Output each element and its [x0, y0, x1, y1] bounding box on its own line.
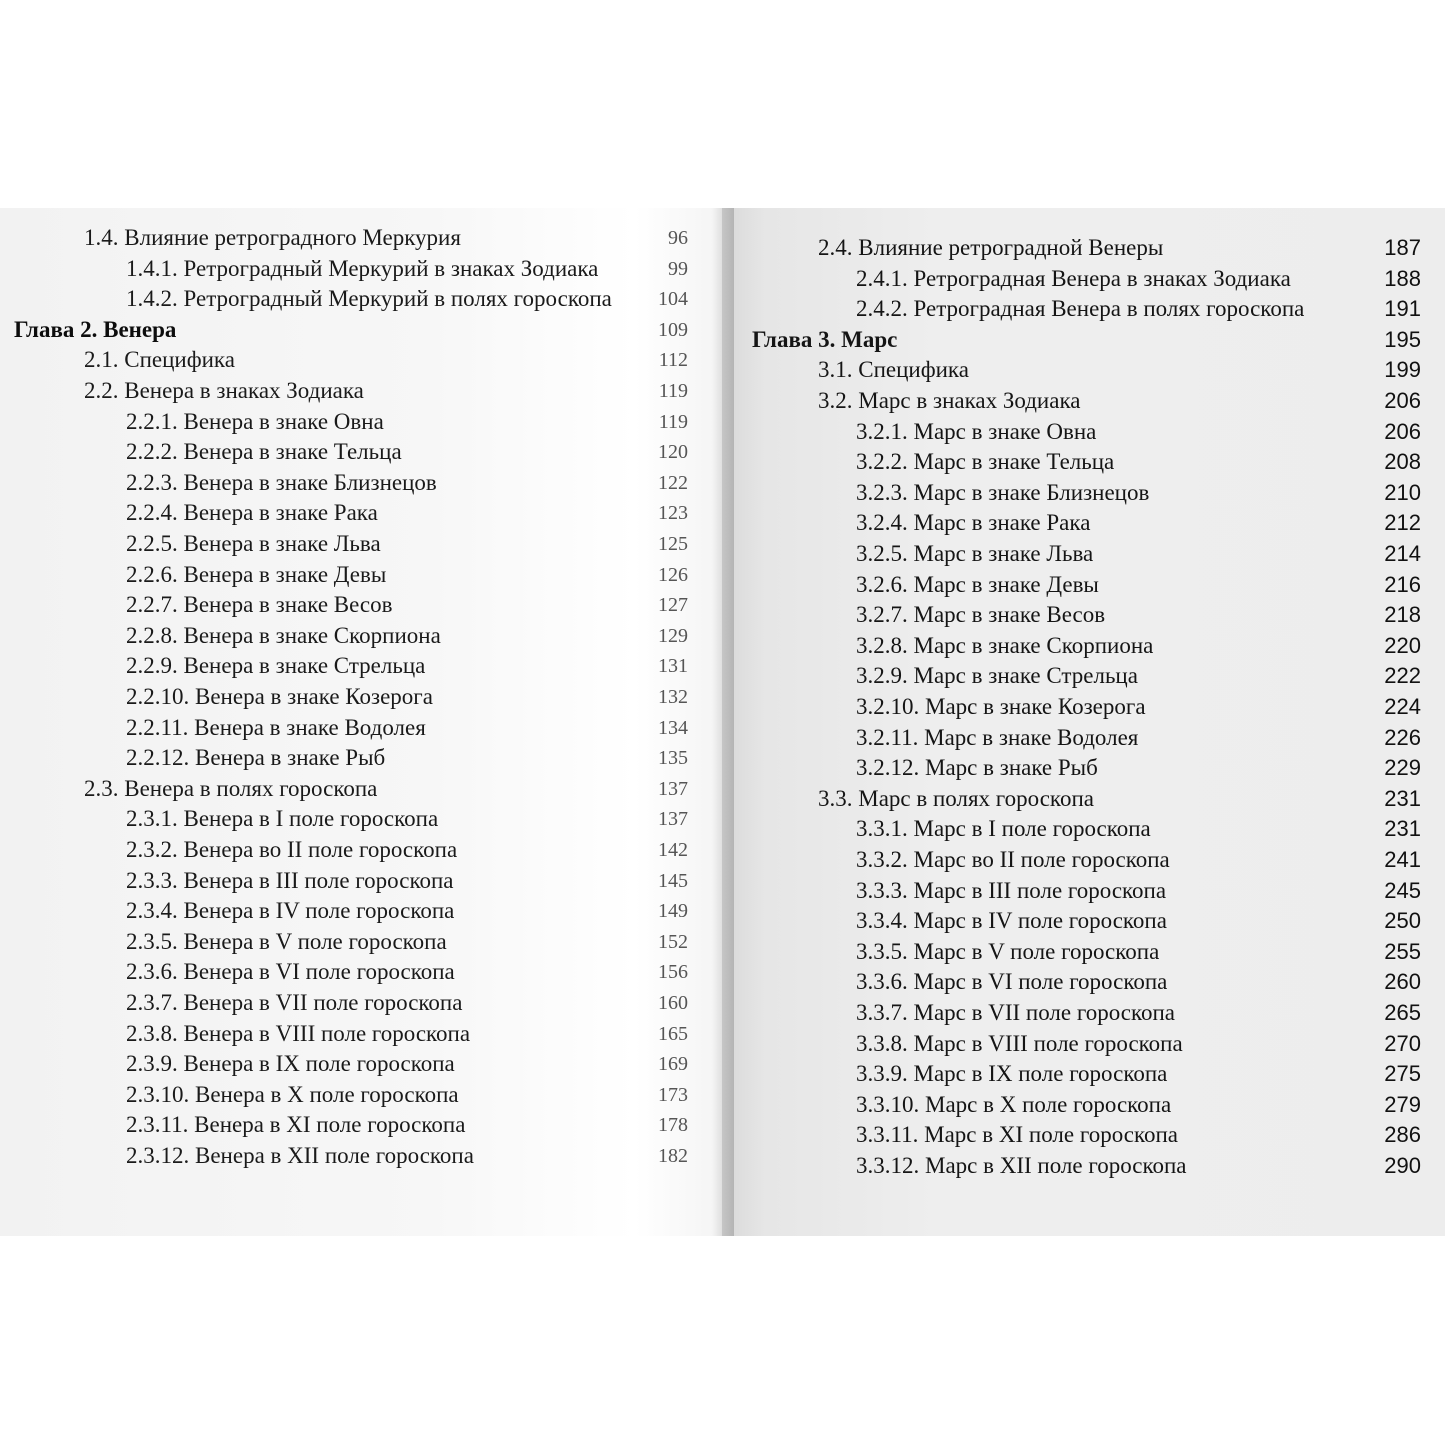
toc-entry-page-number: 145	[658, 869, 688, 892]
toc-entry-page-number: 255	[1384, 938, 1421, 964]
toc-entry	[722, 693, 1445, 724]
toc-entry-page-number: 279	[1384, 1091, 1421, 1117]
toc-entry	[0, 897, 722, 928]
toc-entry	[0, 224, 722, 255]
toc-entry-title: 2.3.6. Венера в VI поле гороскопа	[126, 959, 455, 985]
toc-entry-page-number: 126	[658, 563, 688, 586]
toc-entry	[0, 805, 722, 836]
left-toc-list	[0, 208, 722, 1236]
toc-chapter-entry	[0, 316, 722, 347]
toc-entry-title: 2.1. Специфика	[84, 347, 235, 373]
toc-entry-title: 2.2.6. Венера в знаке Девы	[126, 561, 387, 587]
toc-entry	[722, 601, 1445, 632]
toc-entry	[722, 785, 1445, 816]
toc-entry	[0, 867, 722, 898]
toc-entry-title: 3.3.1. Марс в I поле гороскопа	[856, 816, 1151, 842]
toc-entry-page-number: 152	[658, 930, 688, 953]
toc-entry-page-number: 119	[658, 380, 688, 402]
toc-entry-page-number: 222	[1384, 663, 1421, 689]
toc-entry-title: 2.2.1. Венера в знаке Овна	[126, 408, 384, 434]
toc-entry	[0, 469, 722, 500]
toc-entry-title: 2.3. Венера в полях гороскопа	[84, 775, 378, 801]
toc-entry-title: 3.2.8. Марс в знаке Скорпиона	[856, 632, 1154, 658]
toc-entry-title: 3.2.3. Марс в знаке Близнецов	[856, 479, 1150, 505]
toc-entry	[722, 815, 1445, 846]
toc-entry	[722, 295, 1445, 326]
toc-entry-title: 3.2. Марс в знаках Зодиака	[818, 388, 1081, 413]
toc-entry	[722, 265, 1445, 296]
toc-entry-page-number: 173	[658, 1083, 688, 1106]
toc-entry	[722, 907, 1445, 938]
toc-entry	[722, 479, 1445, 510]
toc-entry-title: 2.3.12. Венера в XII поле гороскопа	[126, 1143, 474, 1168]
toc-entry-page-number: 135	[658, 747, 688, 770]
toc-entry-page-number: 212	[1384, 510, 1421, 536]
toc-entry-title: 2.4.1. Ретроградная Венера в знаках Зодиака	[856, 265, 1291, 291]
toc-entry-title: 3.3.9. Марс в IX поле гороскопа	[856, 1061, 1168, 1087]
toc-entry-page-number: 123	[658, 502, 688, 525]
toc-entry-title: 2.3.3. Венера в III поле гороскопа	[126, 867, 454, 893]
toc-entry-title: 2.2.11. Венера в знаке Водолея	[126, 714, 426, 740]
toc-entry-title: 3.3.8. Марс в VIII поле гороскопа	[856, 1030, 1183, 1056]
toc-entry	[0, 775, 722, 806]
toc-entry-title: 1.4.2. Ретроградный Меркурий в полях гороскопа	[126, 286, 612, 312]
toc-entry-page-number: 125	[658, 533, 688, 555]
toc-entry-title: 2.2.5. Венера в знаке Льва	[126, 531, 381, 556]
toc-entry-page-number: 191	[1384, 296, 1421, 322]
toc-entry	[722, 571, 1445, 602]
toc-entry-title: 2.4.2. Ретроградная Венера в полях гороскопа	[856, 296, 1305, 322]
toc-entry-title: 1.4.1. Ретроградный Меркурий в знаках Зодиака	[126, 255, 599, 281]
toc-entry-page-number: 109	[658, 318, 688, 341]
toc-entry-title: 2.2.2. Венера в знаке Тельца	[126, 439, 402, 465]
toc-entry-title: 3.2.10. Марс в знаке Козерога	[856, 694, 1146, 719]
toc-entry-page-number: 226	[1384, 724, 1421, 750]
toc-entry-title: 2.3.10. Венера в X поле гороскопа	[126, 1081, 459, 1107]
toc-entry-page-number: 195	[1384, 326, 1421, 352]
toc-entry	[722, 1091, 1445, 1122]
toc-entry-page-number: 286	[1384, 1122, 1421, 1148]
toc-entry-page-number: 149	[658, 900, 688, 923]
toc-entry-title: 3.3.12. Марс в XII поле гороскопа	[856, 1153, 1187, 1178]
toc-entry-page-number: 231	[1384, 785, 1421, 811]
toc-entry-title: 3.3.3. Марс в III поле гороскопа	[856, 877, 1167, 903]
toc-entry	[0, 683, 722, 714]
toc-entry	[722, 999, 1445, 1030]
toc-entry-page-number: 210	[1384, 479, 1421, 505]
toc-entry-title: 2.2.7. Венера в знаке Весов	[126, 592, 393, 618]
toc-entry-page-number: 218	[1384, 602, 1421, 628]
toc-entry	[0, 1050, 722, 1081]
toc-entry-title: 2.3.1. Венера в I поле гороскопа	[126, 806, 439, 832]
toc-entry-page-number: 245	[1384, 877, 1421, 903]
toc-entry	[0, 346, 722, 377]
toc-entry-page-number: 199	[1384, 357, 1421, 383]
toc-entry-title: 3.3.10. Марс в X поле гороскопа	[856, 1091, 1172, 1117]
toc-entry-page-number: 265	[1384, 1000, 1421, 1025]
toc-entry	[722, 877, 1445, 908]
toc-entry	[0, 591, 722, 622]
toc-entry-page-number: 127	[658, 594, 688, 617]
toc-entry-page-number: 208	[1384, 449, 1421, 475]
toc-entry-page-number: 142	[658, 839, 688, 861]
toc-entry-title: 3.3.2. Марс во II поле гороскопа	[856, 847, 1170, 872]
toc-entry-page-number: 134	[658, 716, 688, 739]
toc-entry-page-number: 156	[658, 961, 688, 984]
toc-entry	[0, 1020, 722, 1051]
toc-entry-title: 3.2.7. Марс в знаке Весов	[856, 602, 1106, 628]
toc-entry-page-number: 120	[658, 441, 688, 464]
toc-entry-title: 2.3.2. Венера во II поле гороскопа	[126, 837, 458, 862]
toc-entry	[722, 938, 1445, 969]
toc-entry	[722, 1030, 1445, 1061]
toc-entry-title: 3.2.6. Марс в знаке Девы	[856, 571, 1099, 597]
toc-entry	[0, 958, 722, 989]
toc-entry-title: 2.3.4. Венера в IV поле гороскопа	[126, 898, 455, 924]
toc-entry	[722, 540, 1445, 571]
toc-entry	[722, 724, 1445, 755]
toc-entry	[0, 377, 722, 408]
toc-entry-title: 3.2.1. Марс в знаке Овна	[856, 418, 1097, 444]
toc-entry-title: 2.2.9. Венера в знаке Стрельца	[126, 653, 426, 679]
toc-entry	[0, 499, 722, 530]
toc-entry-page-number: 275	[1384, 1061, 1421, 1087]
toc-entry	[722, 418, 1445, 449]
toc-entry-title: 2.2.4. Венера в знаке Рака	[126, 500, 378, 526]
toc-entry-page-number: 112	[658, 349, 688, 372]
toc-entry-page-number: 206	[1384, 388, 1421, 413]
toc-entry	[0, 714, 722, 745]
left-page	[0, 208, 722, 1236]
toc-entry-title: 3.2.4. Марс в знаке Рака	[856, 510, 1091, 536]
toc-entry-page-number: 137	[658, 777, 688, 800]
toc-entry-title: Глава 2. Венера	[14, 316, 177, 342]
toc-entry-page-number: 182	[658, 1145, 688, 1167]
toc-entry-title: 2.4. Влияние ретроградной Венеры	[818, 235, 1164, 260]
toc-entry-page-number: 214	[1384, 541, 1421, 566]
toc-entry-title: Глава 3. Марс	[752, 326, 898, 352]
toc-entry-title: 2.3.9. Венера в IX поле гороскопа	[126, 1051, 455, 1077]
toc-entry-page-number: 160	[658, 992, 688, 1014]
toc-entry	[722, 509, 1445, 540]
toc-entry-title: 3.1. Специфика	[818, 357, 969, 383]
toc-entry-page-number: 129	[658, 624, 688, 647]
toc-entry	[0, 928, 722, 959]
toc-entry-page-number: 290	[1384, 1153, 1421, 1178]
toc-entry	[0, 561, 722, 592]
toc-entry-page-number: 250	[1384, 908, 1421, 934]
toc-entry-title: 2.2. Венера в знаках Зодиака	[84, 378, 364, 403]
toc-entry-title: 2.2.8. Венера в знаке Скорпиона	[126, 622, 441, 648]
toc-entry	[722, 662, 1445, 693]
toc-entry-title: 2.2.3. Венера в знаке Близнецов	[126, 469, 437, 495]
toc-entry-title: 2.2.12. Венера в знаке Рыб	[126, 745, 386, 771]
toc-entry-page-number: 99	[668, 257, 688, 280]
toc-entry-page-number: 137	[658, 808, 688, 831]
toc-entry	[0, 836, 722, 867]
toc-entry-page-number: 122	[658, 471, 688, 494]
toc-entry-page-number: 96	[668, 227, 688, 249]
toc-entry	[722, 234, 1445, 265]
toc-entry-title: 2.3.7. Венера в VII поле гороскопа	[126, 990, 463, 1015]
toc-entry-title: 3.2.12. Марс в знаке Рыб	[856, 755, 1098, 781]
toc-entry-title: 3.3.5. Марс в V поле гороскопа	[856, 938, 1160, 964]
toc-entry-page-number: 220	[1384, 632, 1421, 658]
toc-entry-page-number: 231	[1384, 816, 1421, 842]
toc-entry-title: 3.2.5. Марс в знаке Льва	[856, 541, 1094, 566]
toc-entry	[0, 438, 722, 469]
toc-entry	[0, 255, 722, 286]
toc-entry-page-number: 206	[1384, 418, 1421, 444]
toc-entry-title: 2.3.8. Венера в VIII поле гороскопа	[126, 1020, 471, 1046]
toc-entry-page-number: 178	[658, 1114, 688, 1137]
toc-entry	[0, 744, 722, 775]
toc-entry	[722, 632, 1445, 663]
toc-entry-title: 2.2.10. Венера в знаке Козерога	[126, 684, 433, 709]
toc-entry	[722, 356, 1445, 387]
toc-entry-page-number: 132	[658, 686, 688, 708]
toc-entry	[722, 846, 1445, 877]
toc-entry-page-number: 119	[658, 410, 688, 433]
toc-entry-page-number: 188	[1384, 265, 1421, 291]
toc-entry	[0, 408, 722, 439]
toc-entry	[722, 754, 1445, 785]
toc-entry-title: 2.3.11. Венера в XI поле гороскопа	[126, 1112, 466, 1138]
toc-entry	[0, 1081, 722, 1112]
toc-entry-title: 3.3.4. Марс в IV поле гороскопа	[856, 908, 1167, 934]
toc-entry	[0, 1142, 722, 1173]
toc-entry-page-number: 165	[658, 1022, 688, 1045]
toc-entry	[0, 989, 722, 1020]
toc-entry-page-number: 131	[658, 655, 688, 678]
toc-entry-page-number: 241	[1384, 847, 1421, 872]
toc-entry-title: 3.3.11. Марс в XI поле гороскопа	[856, 1122, 1178, 1148]
toc-entry	[0, 285, 722, 316]
toc-entry-page-number: 229	[1384, 755, 1421, 781]
toc-entry-page-number: 187	[1384, 235, 1421, 260]
book-spread	[0, 208, 1445, 1236]
toc-entry	[0, 622, 722, 653]
toc-entry	[0, 652, 722, 683]
toc-chapter-entry	[722, 326, 1445, 357]
toc-entry-page-number: 270	[1384, 1030, 1421, 1056]
toc-entry-title: 3.3.7. Марс в VII поле гороскопа	[856, 1000, 1176, 1025]
right-toc-list	[722, 208, 1445, 1236]
toc-entry	[722, 387, 1445, 418]
toc-entry-page-number: 260	[1384, 969, 1421, 995]
toc-entry-title: 3.3.6. Марс в VI поле гороскопа	[856, 969, 1168, 995]
toc-entry-page-number: 104	[658, 288, 688, 311]
toc-entry	[0, 530, 722, 561]
book-gutter	[712, 208, 734, 1236]
toc-entry-page-number: 224	[1384, 694, 1421, 719]
toc-entry-page-number: 169	[658, 1053, 688, 1076]
toc-entry	[722, 968, 1445, 999]
right-page	[722, 208, 1445, 1236]
toc-entry	[722, 1060, 1445, 1091]
toc-entry-title: 2.3.5. Венера в V поле гороскопа	[126, 928, 447, 954]
toc-entry	[722, 448, 1445, 479]
toc-entry-page-number: 216	[1384, 571, 1421, 597]
toc-entry-title: 3.2.9. Марс в знаке Стрельца	[856, 663, 1138, 689]
toc-entry-title: 3.3. Марс в полях гороскопа	[818, 785, 1094, 811]
toc-entry-title: 1.4. Влияние ретроградного Меркурия	[84, 225, 461, 250]
toc-entry	[722, 1152, 1445, 1183]
toc-entry-title: 3.2.11. Марс в знаке Водолея	[856, 724, 1139, 750]
toc-entry-title: 3.2.2. Марс в знаке Тельца	[856, 449, 1115, 475]
toc-entry	[722, 1121, 1445, 1152]
toc-entry	[0, 1111, 722, 1142]
